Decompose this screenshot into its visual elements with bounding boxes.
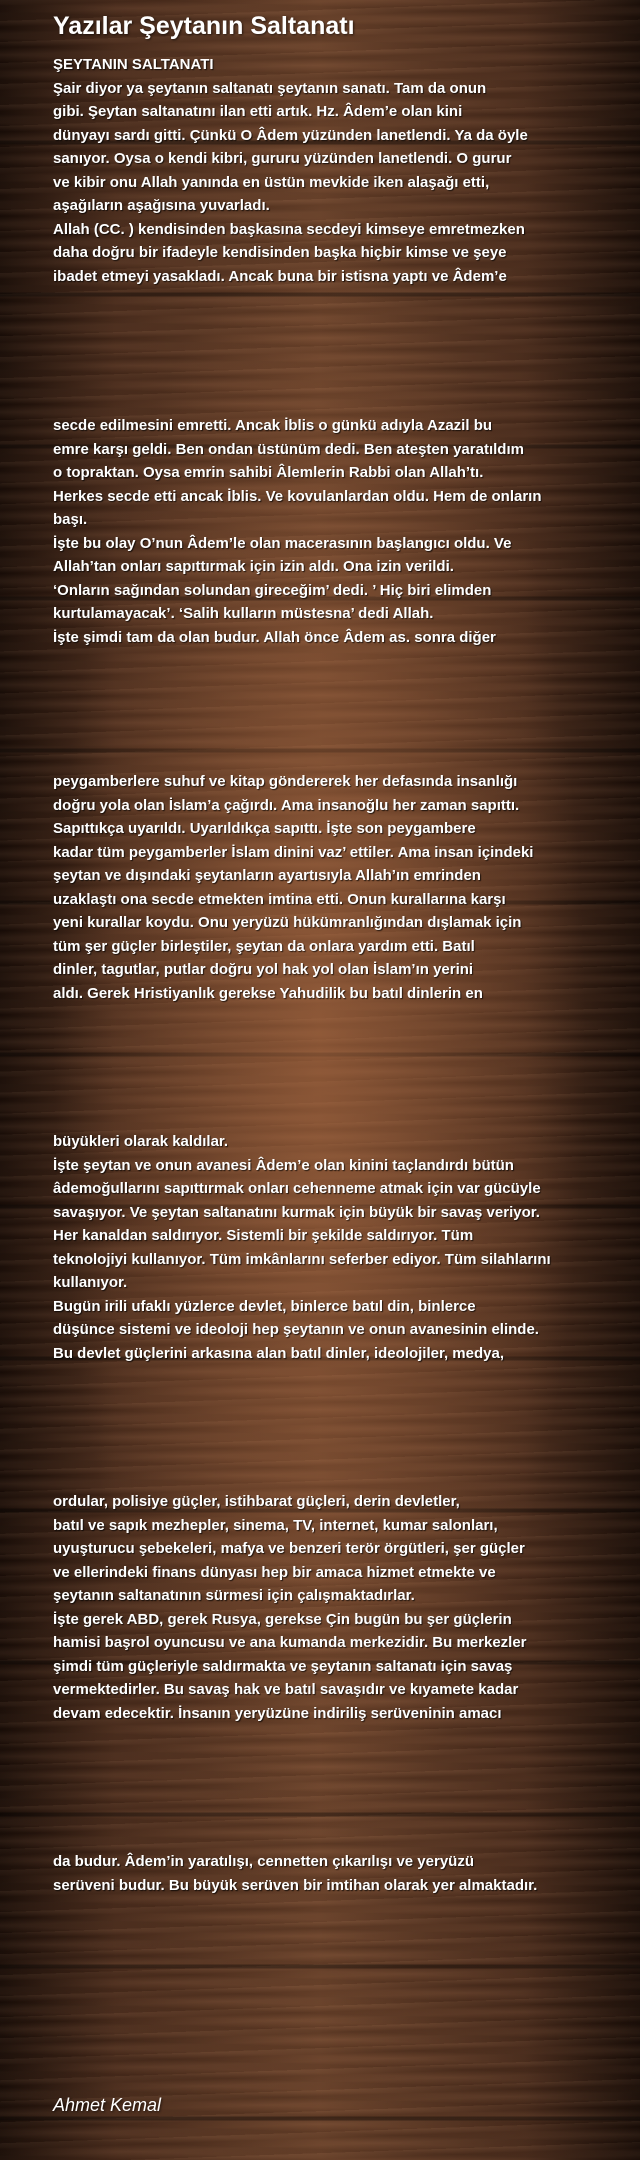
- poem-block-1: [53, 53, 623, 288]
- poem-line: Her kanaldan saldırıyor. Sistemli bir şekilde saldırıyor. Tüm: [53, 1227, 474, 1244]
- poem-block-6: [53, 1850, 623, 1897]
- poem-line: Allah (CC. ) kendisinden başkasına secdeyi kimseye emretmezken: [53, 220, 525, 238]
- poem-line: sanıyor. Oysa o kendi kibri, gururu yüzünden lanetlendi. O gurur: [53, 150, 512, 167]
- poem-line: aldı. Gerek Hristiyanlık gerekse Yahudilik bu batıl dinlerin en: [53, 984, 483, 1002]
- poem-line: düşünce sistemi ve ideoloji hep şeytanın ve onun avanesinin elinde.: [53, 1321, 539, 1338]
- poem-line: o topraktan. Oysa emrin sahibi Âlemlerin Rabbi olan Allah’tı.: [53, 464, 484, 481]
- poem-title: Yazılar Şeytanın Saltanatı: [53, 12, 355, 40]
- poem-line: ŞEYTANIN SALTANATI: [53, 56, 214, 73]
- poem-line: uyuşturucu şebekeleri, mafya ve benzeri terör örgütleri, şer güçler: [53, 1540, 525, 1557]
- poem-line: Herkes secde etti ancak İblis. Ve kovulanlardan oldu. Hem de onların: [53, 487, 542, 505]
- author-name[interactable]: Ahmet Kemal: [53, 2095, 162, 2115]
- poem-line: İşte gerek ABD, gerek Rusya, gerekse Çin bugün bu şer güçlerin: [53, 1610, 512, 1628]
- poem-line: kullanıyor.: [53, 1274, 128, 1291]
- poem-block-4: [53, 1130, 623, 1365]
- poem-block-3: [53, 770, 623, 1005]
- poem-line: serüveni budur. Bu büyük serüven bir imtihan olarak yer almaktadır.: [53, 1876, 538, 1894]
- poem-line: İşte bu olay O’nun Âdem’le olan macerasının başlangıcı oldu. Ve: [53, 534, 512, 552]
- poem-line: âdemoğullarını sapıttırmak onları cehenneme atmak için var gücüyle: [53, 1180, 541, 1197]
- poem-line: da budur. Âdem’in yaratılışı, cennetten çıkarılışı ve yeryüzü: [53, 1853, 474, 1870]
- poem-line: devam edecektir. İnsanın yeryüzüne indiriliş serüveninin amacı: [53, 1704, 502, 1722]
- poem-line: batıl ve sapık mezhepler, sinema, TV, internet, kumar salonları,: [53, 1516, 498, 1534]
- poem-block-5: [53, 1490, 623, 1725]
- poem-line: hamisi başrol oyuncusu ve ana kumanda merkezidir. Bu merkezler: [53, 1634, 527, 1651]
- poem-line: şimdi tüm güçleriyle saldırmakta ve şeytanın saltanatı için savaş: [53, 1657, 513, 1675]
- poem-line: peygamberlere suhuf ve kitap göndererek her defasında insanlığı: [53, 773, 518, 790]
- poem-line: Bu devlet güçlerini arkasına alan batıl dinler, ideolojiler, medya,: [53, 1344, 504, 1362]
- poem-line: büyükleri olarak kaldılar.: [53, 1133, 229, 1150]
- poem-line: şeytan ve dışındaki şeytanların ayartısıyla Allah’ın emrinden: [53, 867, 481, 884]
- poem-line: savaşıyor. Ve şeytan saltanatını kurmak için büyük bir savaş veriyor.: [53, 1203, 540, 1221]
- poem-line: uzaklaştı ona secde etmekten imtina etti. Onun kurallarına karşı: [53, 890, 506, 908]
- poem-line: gibi. Şeytan saltanatını ilan etti artık. Hz. Âdem’e olan kini: [53, 103, 463, 120]
- poem-line: doğru yola olan İslam’a çağırdı. Ama insanoğlu her zaman sapıttı.: [53, 796, 520, 814]
- poem-line: kadar tüm peygamberler İslam dinini vaz’ ettiler. Ama insan içindeki: [53, 843, 534, 861]
- poem-line: teknolojiyi kullanıyor. Tüm imkânlarını seferber ediyor. Tüm silahlarını: [53, 1250, 551, 1268]
- poem-line: secde edilmesini emretti. Ancak İblis o günkü adıyla Azazil bu: [53, 417, 493, 434]
- poem-line: daha doğru bir ifadeyle kendisinden başka hiçbir kimse ve şeye: [53, 244, 507, 261]
- poem-line: Allah’tan onları sapıttırmak için izin aldı. Ona izin verildi.: [53, 558, 454, 575]
- poem-line: İşte şeytan ve onun avanesi Âdem’e olan kinini taçlandırdı bütün: [53, 1156, 514, 1174]
- poem-line: aşağıların aşağısına yuvarladı.: [53, 197, 270, 214]
- poem-line: Bugün irili ufaklı yüzlerce devlet, binlerce batıl din, binlerce: [53, 1297, 476, 1315]
- poem-line: ibadet etmeyi yasakladı. Ancak buna bir istisna yaptı ve Âdem’e: [53, 267, 507, 285]
- poem-line: şeytanın saltanatının sürmesi için çalışmaktadırlar.: [53, 1587, 415, 1604]
- poem-line: yeni kurallar koydu. Onu yeryüzü hükümranlığından dışlamak için: [53, 914, 522, 931]
- poem-line: ve kibir onu Allah yanında en üstün mevkide iken alaşağı etti,: [53, 173, 490, 191]
- poem-line: ve ellerindeki finans dünyası hep bir amaca hizmet etmekte ve: [53, 1563, 496, 1581]
- poem-line: ‘Onların sağından solundan gireceğim’ dedi. ’ Hiç biri elimden: [53, 581, 492, 599]
- poem-line: Sapıttıkça uyarıldı. Uyarıldıkça sapıttı. İşte son peygambere: [53, 820, 476, 837]
- poem-line: İşte şimdi tam da olan budur. Allah önce Âdem as. sonra diğer: [53, 628, 496, 646]
- poem-line: emre karşı geldi. Ben ondan üstünüm dedi. Ben ateşten yaratıldım: [53, 440, 524, 458]
- poem-line: tüm şer güçler birleştiler, şeytan da onlara yardım etti. Batıl: [53, 937, 475, 955]
- poem-line: vermektedirler. Bu savaş hak ve batıl savaşıdır ve kıyamete kadar: [53, 1681, 519, 1698]
- poem-line: ordular, polisiye güçler, istihbarat güçleri, derin devletler,: [53, 1493, 460, 1510]
- poem-block-2: [53, 414, 623, 649]
- poem-line: kurtulamayacak’. ‘Salih kulların müstesna’ dedi Allah.: [53, 605, 434, 622]
- poem-line: dünyayı sardı gitti. Çünkü O Âdem yüzünden lanetlendi. Ya da öyle: [53, 126, 528, 144]
- poem-line: Şair diyor ya şeytanın saltanatı şeytanın sanatı. Tam da onun: [53, 79, 487, 97]
- poem-line: başı.: [53, 511, 88, 528]
- poem-line: dinler, tagutlar, putlar doğru yol hak yol olan İslam’ın yerini: [53, 961, 474, 978]
